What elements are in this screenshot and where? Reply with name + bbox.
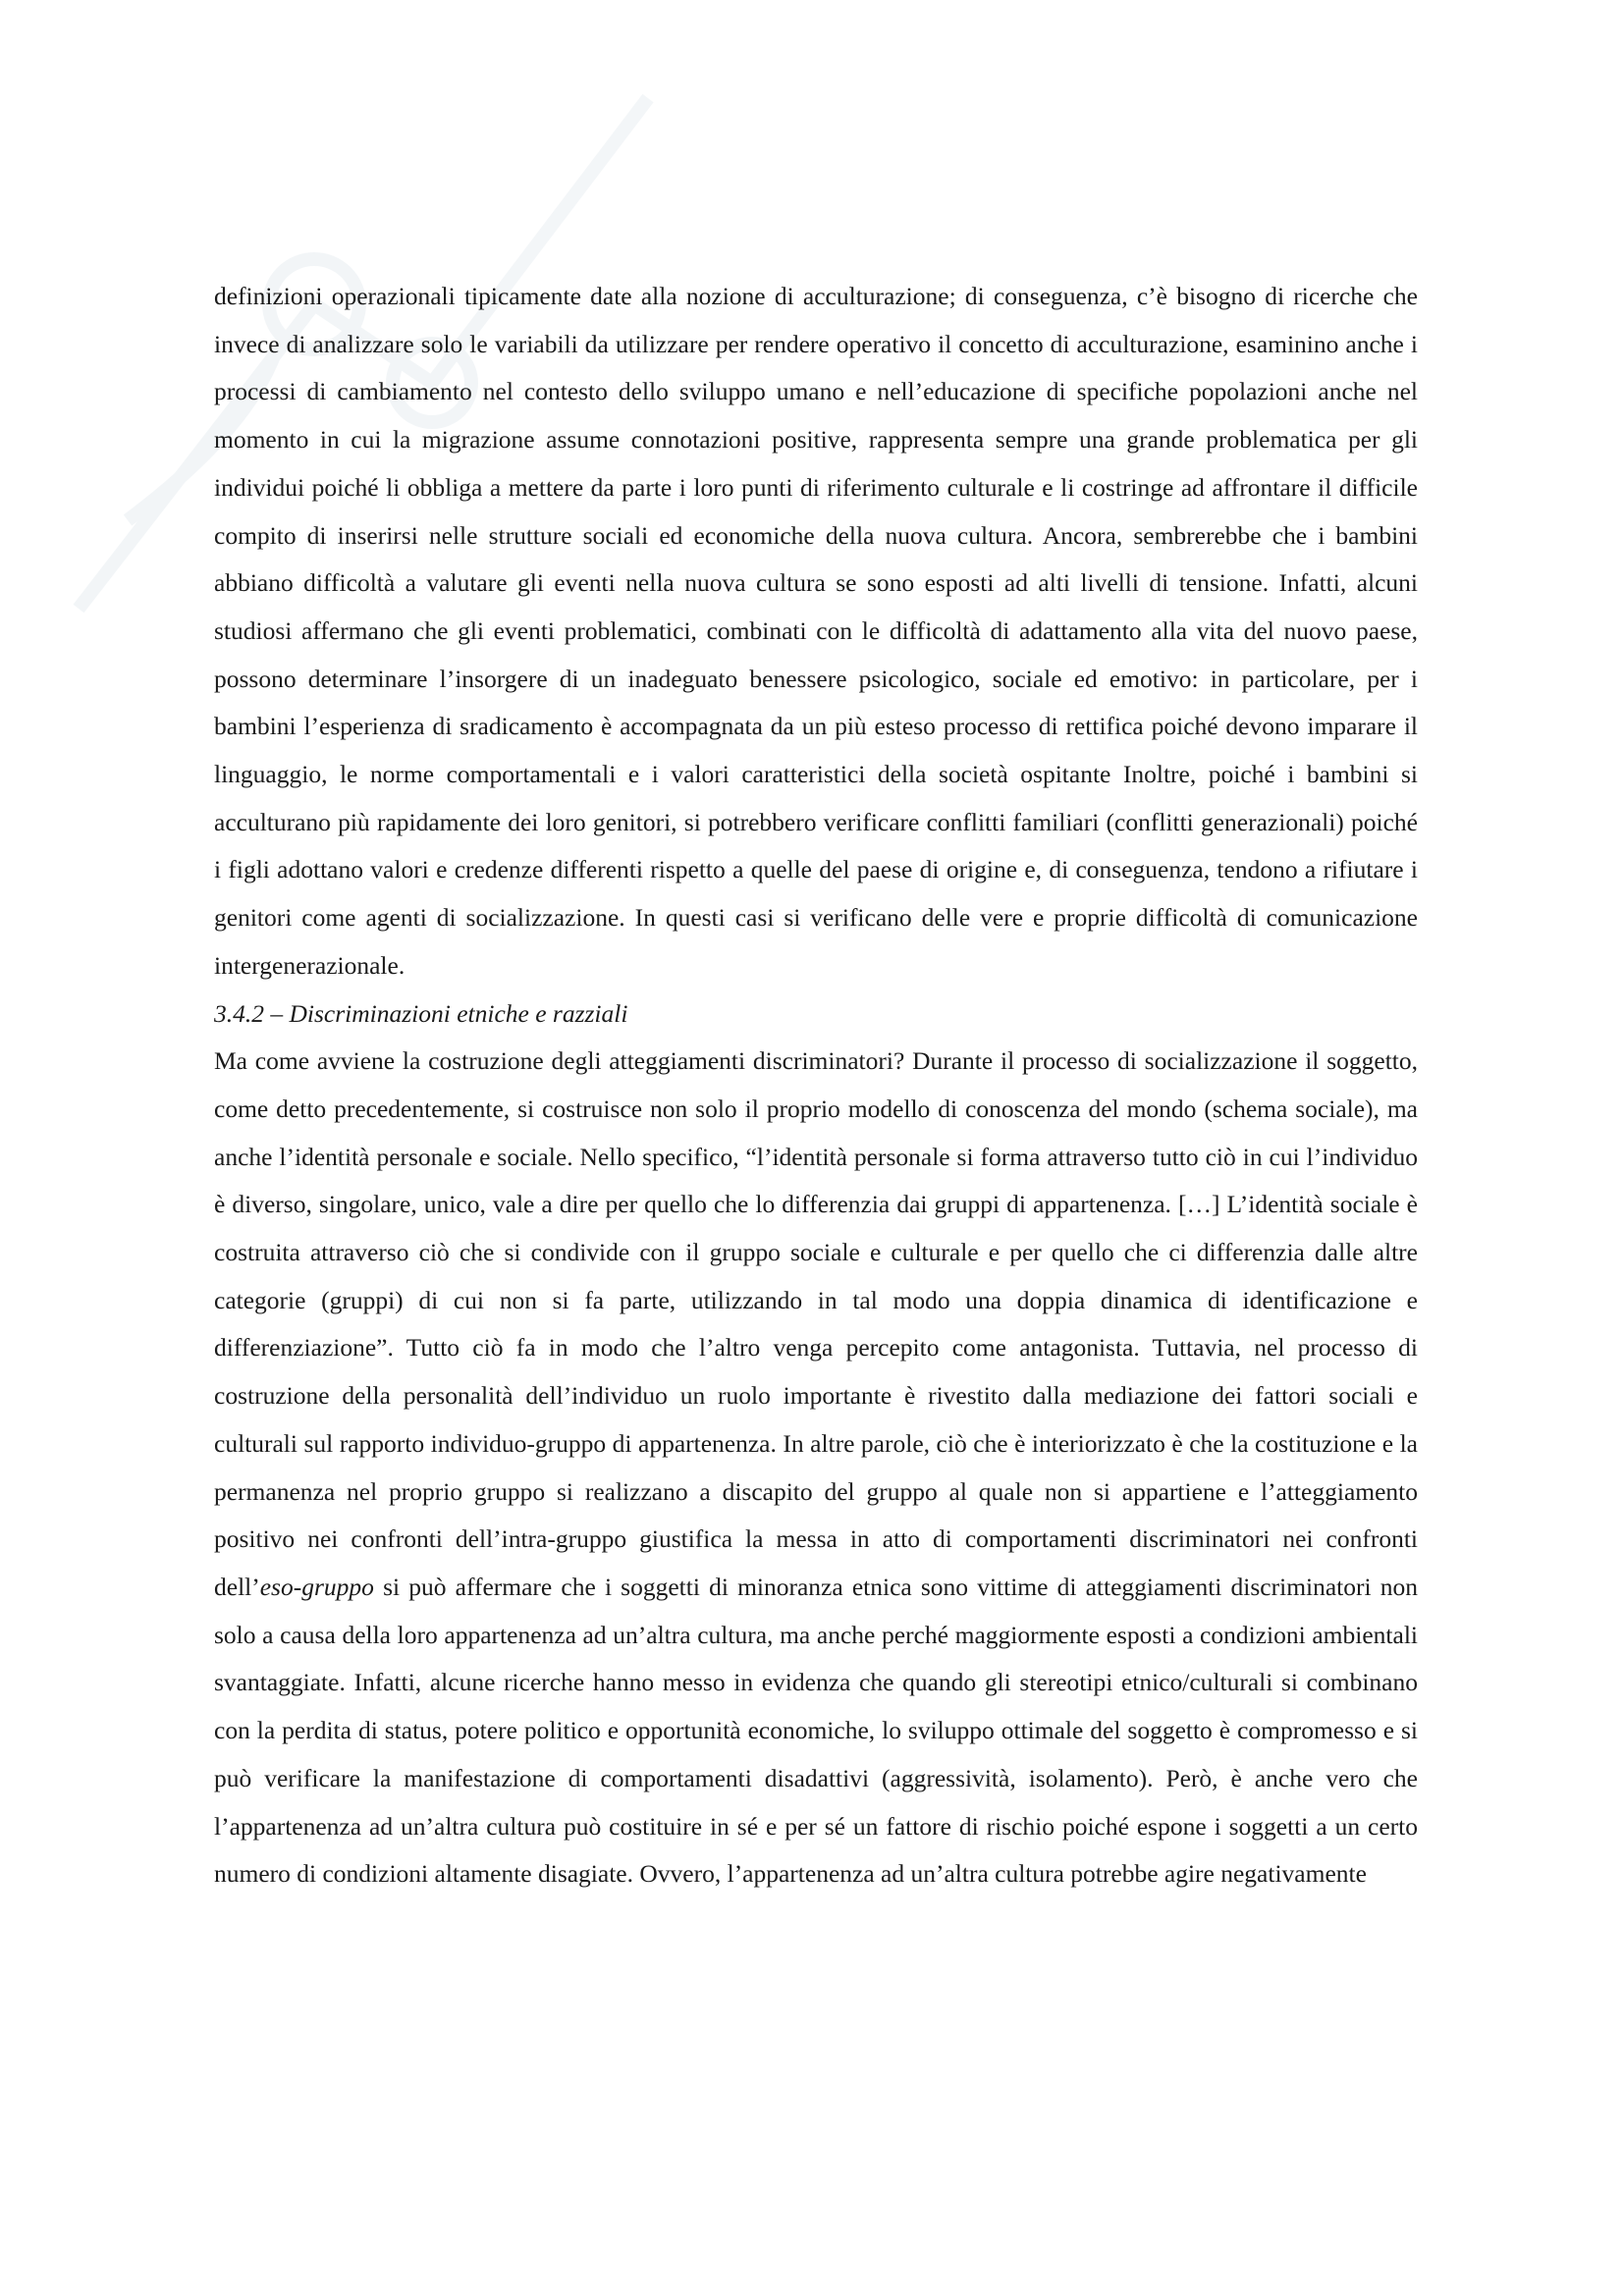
paragraph-text: si può affermare che i soggetti di minoranza etnica sono vittime di atteggiamenti discriminatori non solo a causa della loro appartenenza ad un’altra cultura, ma anche perché maggiormente esposti a condizioni ambientali svantaggiate. Infatti, alcune ricerche hanno messo in evidenza che quando gli stereotipi etnico/culturali si combinano con la perdita di status, potere politico e opportunità economiche, lo sviluppo ottimale del soggetto è compromesso e si può verificare la manifestazione di comportamenti disadattivi (aggressività, isolamento). Però, è anche vero che l’appartenenza ad un’altra cultura può costituire in sé e per sé un fattore di rischio poiché espone i soggetti a un certo numero di condizioni altamente disagiate. Ovvero, l’appartenenza ad un’altra cultura potrebbe agire negativamente	[214, 1572, 1418, 1889]
italic-term: eso-gruppo	[259, 1572, 374, 1601]
paragraph	[214, 1038, 1418, 1898]
paragraph-text: Ma come avviene la costruzione degli atteggiamenti discriminatori? Durante il processo di socializzazione il soggetto, come detto precedentemente, si costruisce non solo il proprio modello di conoscenza del mondo (schema sociale), ma anche l’identità personale e sociale. Nello specifico, “l’identità personale si forma attraverso tutto ciò in cui l’individuo è diverso, singolare, unico, vale a dire per quello che lo differenzia dai gruppi di appartenenza. […] L’identità sociale è costruita attraverso ciò che si condivide con il gruppo sociale e culturale e per quello che ci differenzia dalle altre categorie (gruppi) di cui non si fa parte, utilizzando in tal modo una doppia dinamica di identificazione e differenziazione”. Tutto ciò fa in modo che l’altro venga percepito come antagonista. Tuttavia, nel processo di costruzione della personalità dell’individuo un ruolo importante è rivestito dalla mediazione dei fattori sociali e culturali sul rapporto individuo-gruppo di appartenenza. In altre parole, ciò che è interiorizzato è che la costituzione e la permanenza nel proprio gruppo si realizzano a discapito del gruppo al quale non si appartiene e l’atteggiamento positivo nei confronti dell’intra-gruppo giustifica la messa in atto di comportamenti discriminatori nei confronti dell’	[214, 1046, 1418, 1601]
document-body	[214, 273, 1418, 1898]
section-heading: 3.4.2 – Discriminazioni etniche e razziali	[214, 998, 628, 1028]
paragraph: definizioni operazionali tipicamente date alla nozione di acculturazione; di conseguenza, c’è bisogno di ricerche che invece di analizzare solo le variabili da utilizzare per rendere operativo il concetto di acculturazione, esaminino anche i processi di cambiamento nel contesto dello sviluppo umano e nell’educazione di specifiche popolazioni anche nel momento in cui la migrazione assume connotazioni positive, rappresenta sempre una grande problematica per gli individui poiché li obbliga a mettere da parte i loro punti di riferimento culturale e li costringe ad affrontare il difficile compito di inserirsi nelle strutture sociali ed economiche della nuova cultura. Ancora, sembrerebbe che i bambini abbiano difficoltà a valutare gli eventi nella nuova cultura se sono esposti ad alti livelli di tensione. Infatti, alcuni studiosi affermano che gli eventi problematici, combinati con le difficoltà di adattamento alla vita del nuovo paese, possono determinare l’insorgere di un inadeguato benessere psicologico, sociale ed emotivo: in particolare, per i bambini l’esperienza di sradicamento è accompagnata da un più esteso processo di rettifica poiché devono imparare il linguaggio, le norme comportamentali e i valori caratteristici della società ospitante Inoltre, poiché i bambini si acculturano più rapidamente dei loro genitori, si potrebbero verificare conflitti familiari (conflitti generazionali) poiché i figli adottano valori e credenze differenti rispetto a quelle del paese di origine e, di conseguenza, tendono a rifiutare i genitori come agenti di socializzazione. In questi casi si verificano delle vere e proprie difficoltà di comunicazione intergenerazionale.	[214, 282, 1418, 980]
